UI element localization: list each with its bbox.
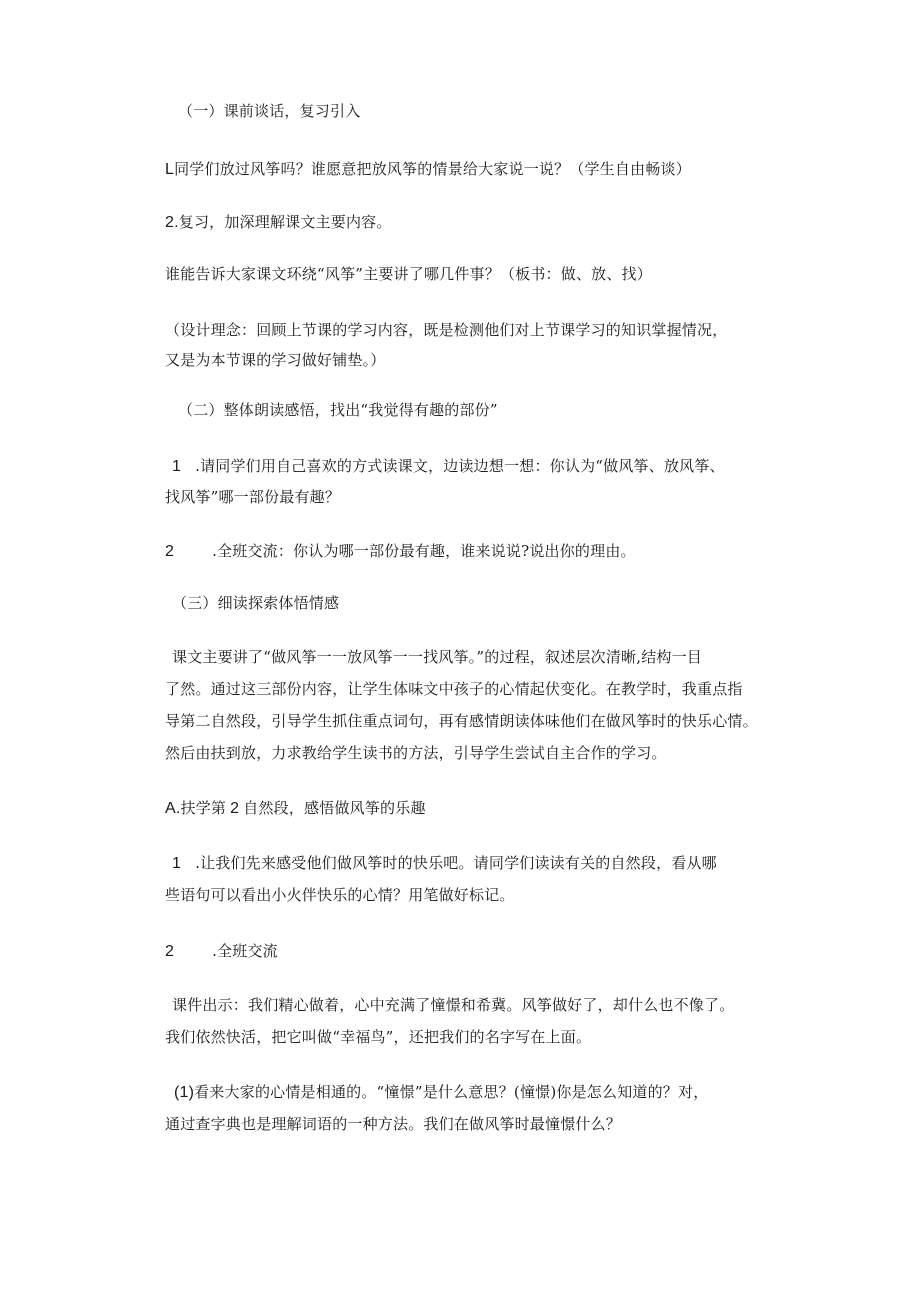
courseware-line-1: 课件出示：我们精心做着，心中充满了憧憬和希冀。风筝做好了，却什么也不像了。 bbox=[172, 996, 735, 1014]
subsection-a-item-1-line-2: 些语句可以看出小火伴快乐的心情？用笔做好标记。 bbox=[165, 886, 515, 904]
subsection-a-item-2: 2 .全班交流 bbox=[165, 942, 278, 960]
item-marker: 1 bbox=[172, 458, 182, 475]
section-1-question: 谁能告诉大家课文环绕“风筝”主要讲了哪几件事？（板书：做、放、找） bbox=[165, 265, 652, 283]
section-3-para-line-4: 然后由扶到放，力求教给学生读书的方法，引导学生尝试自主合作的学习。 bbox=[165, 744, 667, 762]
item-marker: 2. bbox=[165, 214, 179, 231]
subsection-a-item-1-line-1: 1 .让我们先来感受他们做风筝时的快乐吧。请同学们读读有关的自然段，看从哪 bbox=[172, 854, 717, 872]
subsection-a-heading: A.扶学第 2 自然段，感悟做风筝的乐趣 bbox=[165, 799, 426, 817]
section-1-heading: （一）课前谈话，复习引入 bbox=[178, 102, 361, 120]
design-note-line-2: 又是为本节课的学习做好铺垫。） bbox=[165, 351, 386, 369]
item-marker: (1) bbox=[174, 1084, 195, 1101]
item-marker: 2 bbox=[165, 543, 175, 560]
section-2-heading: （二）整体朗读感悟，找出“我觉得有趣的部份” bbox=[178, 401, 498, 419]
section-3-heading: （三）细读探索体悟情感 bbox=[172, 594, 340, 612]
design-note-line-1: （设计理念：回顾上节课的学习内容，既是检测他们对上节课学习的知识掌握情况， bbox=[165, 321, 728, 339]
section-2-item-1-line-1: 1 .请同学们用自己喜欢的方式读课文，边读边想一想：你认为“做风筝、放风筝、 bbox=[172, 457, 725, 475]
section-2-item-1-line-2: 找风筝”哪一部份最有趣？ bbox=[165, 488, 341, 506]
item-marker: L bbox=[165, 161, 175, 178]
section-3-para-line-2: 了然。通过这三部份内容，让学生体味文中孩子的心情起伏变化。在教学时，我重点指 bbox=[165, 680, 743, 698]
section-1-item-1: L同学们放过风筝吗？谁愿意把放风筝的情景给大家说一说？（学生自由畅谈） bbox=[165, 160, 691, 178]
item-marker: 2 bbox=[165, 943, 175, 960]
courseware-line-2: 我们依然快活，把它叫做“幸福鸟”，还把我们的名字写在上面。 bbox=[165, 1028, 592, 1046]
section-1-item-2: 2.复习，加深理解课文主要内容。 bbox=[165, 213, 392, 231]
section-3-para-line-1: 课文主要讲了“做风筝一一放风筝一一找风筝。”的过程，叙述层次清晰,结构一目 bbox=[172, 648, 703, 666]
section-2-item-2: 2 .全班交流：你认为哪一部份最有趣，谁来说说?说出你的理由。 bbox=[165, 542, 636, 560]
question-1-line-1: (1)看来大家的心情是相通的。“憧憬”是什么意思？(憧憬)你是怎么知道的？对， bbox=[174, 1083, 709, 1101]
item-marker: A. bbox=[165, 800, 181, 817]
question-1-line-2: 通过查字典也是理解词语的一种方法。我们在做风筝时最憧憬什么？ bbox=[165, 1115, 622, 1133]
section-3-para-line-3: 导第二自然段，引导学生抓住重点词句，再有感情朗读体味他们在做风筝时的快乐心情。 bbox=[165, 712, 758, 730]
item-marker: 1 bbox=[172, 855, 182, 872]
